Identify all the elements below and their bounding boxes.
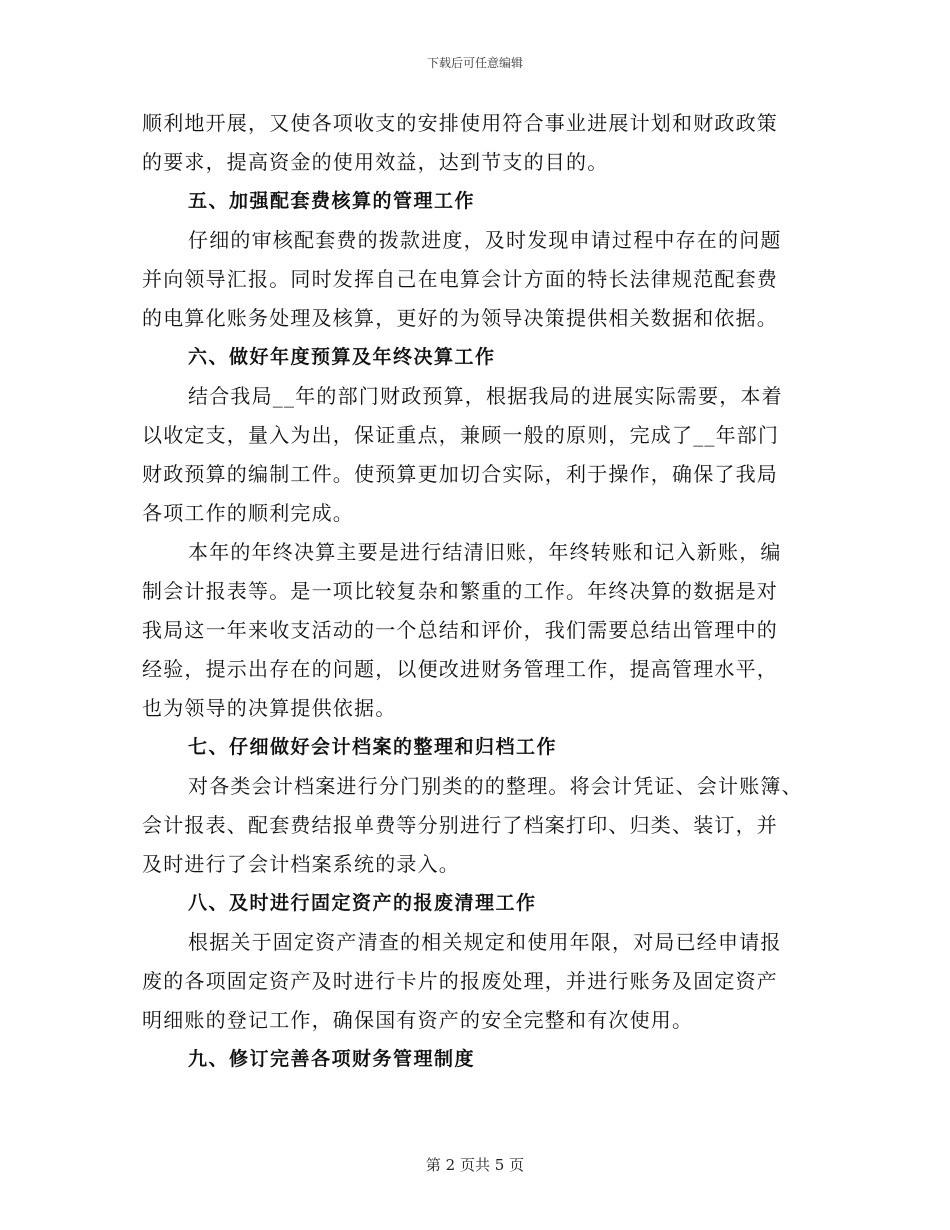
document-body [142, 104, 822, 1079]
paragraph-line: 及时进行了会计档案系统的录入。 [142, 852, 460, 876]
section-heading: 六、做好年度预算及年终决算工作 [188, 346, 496, 368]
paragraph-line: 我局这一年来收支活动的一个总结和评价，我们需要总结出管理中的 [142, 618, 778, 642]
section-heading: 九、修订完善各项财务管理制度 [188, 1048, 476, 1070]
section-heading: 五、加强配套费核算的管理工作 [188, 190, 476, 212]
section-heading: 八、及时进行固定资产的报废清理工作 [188, 892, 537, 914]
paragraph-line: 的电算化账务处理及核算，更好的为领导决策提供相关数据和依据。 [142, 306, 778, 330]
paragraph-line: 以收定支，量入为出，保证重点，兼顾一般的原则，完成了__年部门 [142, 423, 780, 447]
paragraph-line: 仔细的审核配套费的拨款进度，及时发现申请过程中存在的问题 [188, 228, 782, 252]
page-number: 第 2 页共 5 页 [425, 1156, 525, 1174]
paragraph-line: 废的各项固定资产及时进行卡片的报废处理，并进行账务及固定资产 [142, 969, 778, 993]
paragraph-line: 明细账的登记工作，确保国有资产的安全完整和有次使用。 [142, 1008, 694, 1032]
paragraph-line: 根据关于固定资产清查的相关规定和使用年限，对局已经申请报 [188, 930, 782, 954]
paragraph-line: 对各类会计档案进行分门别类的的整理。将会计凭证、会计账簿、 [188, 774, 803, 798]
paragraph-line: 的要求，提高资金的使用效益，达到节支的目的。 [142, 150, 609, 174]
paragraph-line: 也为领导的决算提供依据。 [142, 696, 397, 720]
section-heading: 七、仔细做好会计档案的整理和归档工作 [188, 736, 558, 758]
paragraph-line: 并向领导汇报。同时发挥自己在电算会计方面的特长法律规范配套费 [142, 267, 778, 291]
paragraph-line: 制会计报表等。是一项比较复杂和繁重的工作。年终决算的数据是对 [142, 579, 778, 603]
paragraph-line: 各项工作的顺利完成。 [142, 501, 354, 525]
page-header: 下载后可任意编辑 [426, 56, 523, 70]
paragraph-line: 顺利地开展，又使各项收支的安排使用符合事业进展计划和财政政策 [142, 111, 778, 135]
paragraph-line: 本年的年终决算主要是进行结清旧账，年终转账和记入新账，编 [188, 540, 782, 564]
paragraph-line: 会计报表、配套费结报单费等分别进行了档案打印、归类、装订，并 [142, 813, 778, 837]
paragraph-line: 结合我局__年的部门财政预算，根据我局的进展实际需要，本着 [188, 384, 783, 408]
paragraph-line: 财政预算的编制工件。使预算更加切合实际，利于操作，确保了我局 [142, 462, 778, 486]
paragraph-line: 经验，提示出存在的问题，以便改进财务管理工作，提高管理水平， [142, 657, 778, 681]
